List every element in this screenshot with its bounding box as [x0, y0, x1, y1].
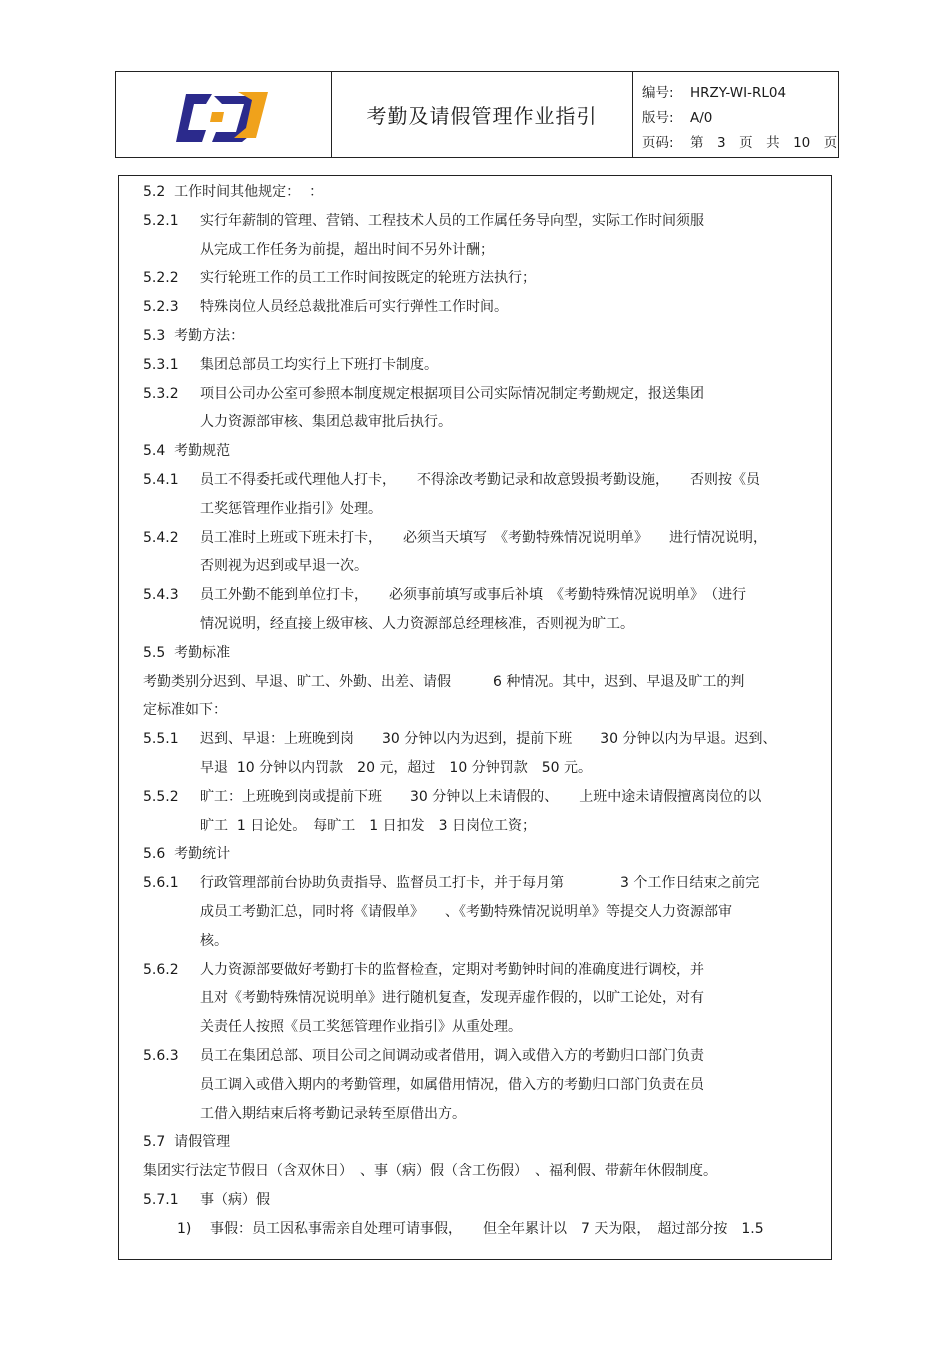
text-line: 事假：员工因私事需亲自处理可请事假， 但全年累计以 7 天为限， 超过部分按 1.5 [210, 1220, 764, 1237]
clause-number: 5.5.1 [143, 731, 179, 748]
clause-number: 1) [177, 1220, 192, 1237]
document-header [115, 71, 839, 158]
version: A/0 [690, 110, 713, 126]
text-line: 情况说明，经直接上级审核、人力资源部总经理核准，否则视为旷工。 [200, 616, 634, 632]
text-line: 特殊岗位人员经总裁批准后可实行弹性工作时间。 [200, 299, 508, 316]
text-line: 考勤类别分迟到、早退、旷工、外勤、出差、请假 6 种情况。其中，迟到、早退及旷工的判 [143, 673, 745, 690]
text-line: 成员工考勤汇总，同时将《请假单》 、《考勤特殊情况说明单》等提交人力资源部审 [200, 904, 732, 920]
text-line: 5.2 工作时间其他规定： ： [143, 184, 324, 200]
doc-no-label: 编号: [642, 85, 674, 101]
text-line: 实行轮班工作的员工工作时间按既定的轮班方法执行； [200, 270, 536, 287]
text-line: 早退 10 分钟以内罚款 20 元，超过 10 分钟罚款 50 元。 [200, 760, 592, 776]
clause-number: 5.2.1 [143, 212, 179, 229]
text-line: 定标准如下： [143, 702, 227, 719]
text-line: 员工在集团总部、项目公司之间调动或者借用，调入或借入方的考勤归口部门负责 [200, 1048, 704, 1064]
text-line: 人力资源部要做好考勤打卡的监督检查，定期对考勤钟时间的准确度进行调校，并 [200, 961, 704, 978]
clause-number: 5.7.1 [143, 1192, 179, 1208]
text-line: 工奖惩管理作业指引》处理。 [200, 500, 382, 517]
clause-number: 5.5.2 [143, 788, 179, 805]
text-line: 人力资源部审核、集团总裁审批后执行。 [200, 414, 452, 431]
doc-no: HRZY-WI-RL04 [690, 85, 787, 101]
text-line: 5.7 请假管理 [143, 1134, 231, 1151]
text-line: 员工外勤不能到单位打卡， 必须事前填写或事后补填 《考勤特殊情况说明单》 （进行 [200, 587, 746, 604]
text-line: 旷工：上班晚到岗或提前下班 30 分钟以上未请假的、 上班中途未请假擅离岗位的以 [200, 788, 762, 805]
clause-number: 5.2.3 [143, 299, 179, 316]
text-line: 否则视为迟到或早退一次。 [200, 558, 368, 575]
text-line: 员工调入或借入期内的考勤管理，如属借用情况，借入方的考勤归口部门负责在员 [200, 1076, 704, 1093]
document-meta [633, 72, 838, 157]
text-line: 且对《考勤特殊情况说明单》进行随机复查，发现弄虚作假的，以旷工论处，对有 [200, 990, 704, 1007]
clause-number: 5.6.3 [143, 1048, 179, 1064]
text-line: 迟到、早退：上班晚到岗 30 分钟以内为迟到，提前下班 30 分钟以内为早退。迟到、 [200, 731, 777, 748]
text-line: 员工不得委托或代理他人打卡， 不得涂改考勤记录和故意毁损考勤设施， 否则按《员 [200, 472, 760, 488]
text-line: 从完成工作任务为前提，超出时间不另外计酬； [200, 241, 494, 258]
page-label: 页码: [642, 135, 674, 151]
version-label: 版号: [642, 110, 674, 126]
text-line: 工借入期结束后将考勤记录转至原借出方。 [200, 1105, 466, 1122]
text-line: 事（病）假 [200, 1192, 270, 1208]
text-line: 集团实行法定节假日（含双休日） 、事（病）假（含工伤假） 、福利假、带薪年休假制度。 [143, 1163, 717, 1180]
company-logo [172, 86, 272, 150]
document-title: 考勤及请假管理作业指引 [332, 72, 633, 157]
text-line: 5.5 考勤标准 [143, 644, 231, 661]
clause-number: 5.6.2 [143, 961, 179, 978]
clause-number: 5.3.1 [143, 356, 179, 373]
logo-cell [116, 72, 332, 157]
text-line: 关责任人按照《员工奖惩管理作业指引》从重处理。 [200, 1019, 522, 1036]
text-line: 实行年薪制的管理、营销、工程技术人员的工作属任务导向型，实际工作时间须服 [200, 212, 704, 229]
clause-number: 5.4.3 [143, 587, 179, 604]
page-info: 第 3 页 共 10 页 [690, 135, 838, 151]
clause-number: 5.3.2 [143, 385, 179, 402]
text-line: 行政管理部前台协助负责指导、监督员工打卡，并于每月第 3 个工作日结束之前完 [200, 875, 760, 892]
text-line: 旷工 1 日论处。 每旷工 1 日扣发 3 日岗位工资； [200, 817, 536, 834]
text-line: 5.6 考勤统计 [143, 846, 231, 863]
clause-number: 5.2.2 [143, 270, 179, 287]
text-line: 员工准时上班或下班未打卡， 必须当天填写 《考勤特殊情况说明单》 进行情况说明， [200, 529, 767, 546]
clause-number: 5.4.1 [143, 472, 179, 488]
clause-number: 5.6.1 [143, 875, 179, 892]
text-line: 5.3 考勤方法： [143, 328, 245, 344]
text-line: 集团总部员工均实行上下班打卡制度。 [200, 356, 438, 373]
text-line: 项目公司办公室可参照本制度规定根据项目公司实际情况制定考勤规定，报送集团 [200, 385, 704, 402]
clause-number: 5.4.2 [143, 529, 179, 546]
text-line: 核。 [200, 932, 228, 949]
text-line: 5.4 考勤规范 [143, 443, 231, 460]
